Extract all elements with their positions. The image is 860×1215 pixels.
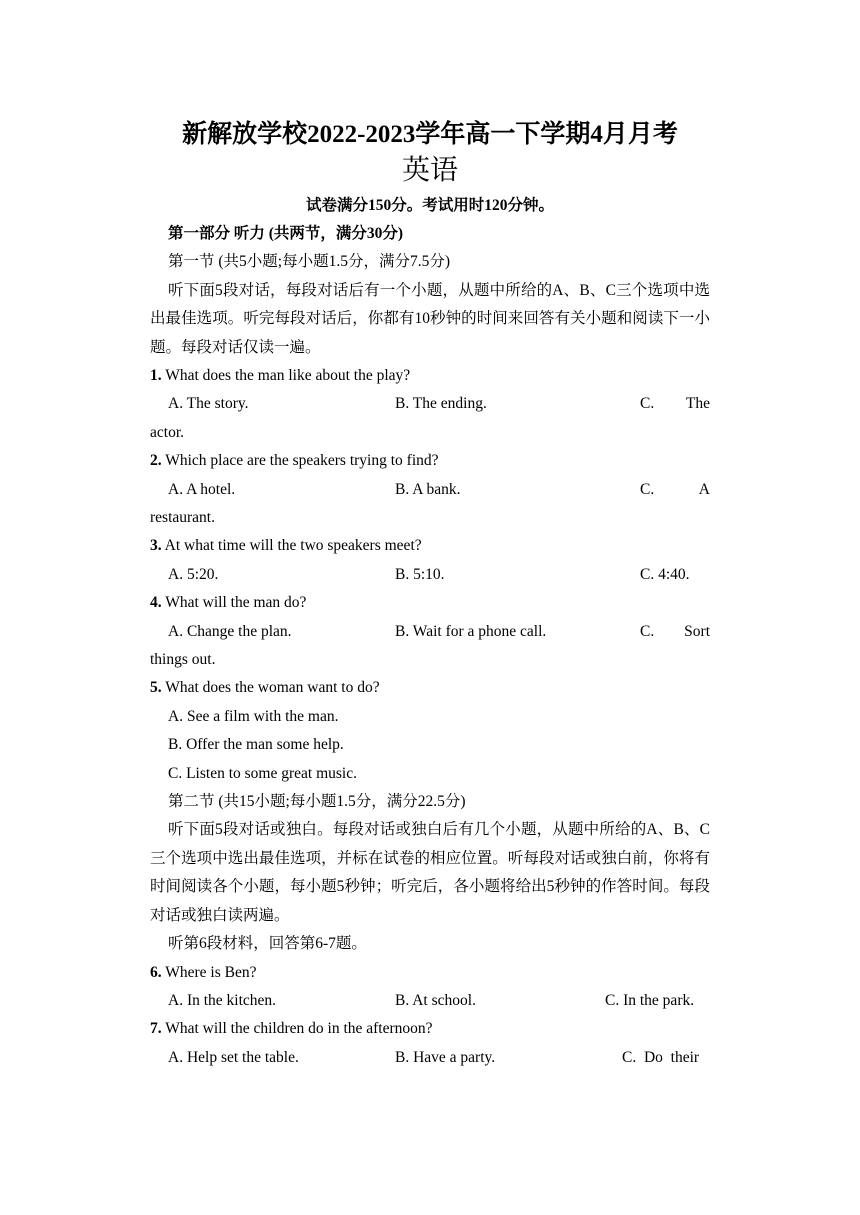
question-text: What does the woman want to do? [165,679,380,697]
option-c: C. Listen to some great music. [168,764,357,782]
option-c-continuation: things out. [150,651,216,669]
option-c: C. 4:40. [640,565,690,583]
option-c-continuation: actor. [150,423,184,441]
option-c-text: Sort [684,622,710,640]
option-a: A. See a film with the man. [168,707,339,725]
section2-heading: 第二节 (共15小题;每小题1.5分，满分22.5分) [168,793,466,811]
option-a: A. The story. [168,395,249,413]
question-number: 2. [150,452,162,470]
question-number: 5. [150,679,162,697]
option-b: B. Wait for a phone call. [395,622,547,640]
question-text: Which place are the speakers trying to find? [165,452,439,470]
option-a: A. 5:20. [168,565,219,583]
question-5 [150,674,710,702]
option-b: B. A bank. [395,480,461,498]
question-text: What will the children do in the afternoon? [165,1020,433,1038]
question-6-options [150,987,710,1015]
section1-instructions: 听下面5段对话，每段对话后有一个小题，从题中所给的A、B、C三个选项中选出最佳选项。听完每段对话后，你都有10秒钟的时间来回答有关小题和阅读下一小题。每段对话仅读一遍。 [150,281,710,356]
part1-heading: 第一部分 听力 (共两节，满分30分) [168,225,404,242]
option-c [640,390,710,418]
question-3-options [150,561,710,589]
option-c-letter: C. [640,622,655,640]
option-b: B. 5:10. [395,565,445,583]
option-a: A. In the kitchen. [168,991,277,1009]
exam-page [150,118,710,1072]
section2-instructions: 听下面5段对话或独白。每段对话或独白后有几个小题，从题中所给的A、B、C三个选项中选出最佳选项，并标在试卷的相应位置。听每段对话或独白前，你将有时间阅读各个小题，每小题5秒钟；听完后，各小题将给出5秒钟的作答时间。每段对话或独白读两遍。 [150,821,710,924]
exam-title: 新解放学校2022-2023学年高一下学期4月月考 [182,121,678,148]
section1-heading: 第一节 (共5小题;每小题1.5分，满分7.5分) [168,253,451,271]
option-c [640,476,710,504]
exam-subject: 英语 [401,155,458,186]
question-number: 3. [150,537,162,555]
option-c: C. In the park. [605,991,695,1009]
option-a: A. Help set the table. [168,1048,299,1066]
question-3 [150,532,710,560]
option-a: A. Change the plan. [168,622,292,640]
question-number: 7. [150,1020,162,1038]
question-7-options [150,1044,710,1072]
option-c-text: A [698,480,710,498]
question-1-options [150,390,710,418]
option-c-letter: C. [640,395,655,413]
material-6-note: 听第6段材料，回答第6-7题。 [168,935,367,953]
question-text: What will the man do? [165,594,307,612]
option-b: B. Have a party. [395,1048,496,1066]
option-b: B. At school. [395,991,476,1009]
option-c-text: The [685,395,710,413]
question-2 [150,447,710,475]
option-b: B. The ending. [395,395,487,413]
option-c [640,618,710,646]
question-text: At what time will the two speakers meet? [164,537,422,555]
question-text: Where is Ben? [165,963,257,981]
option-c-continuation: restaurant. [150,509,215,527]
option-c: C. Do their [622,1048,700,1066]
question-2-options [150,476,710,504]
question-1 [150,362,710,390]
question-4 [150,589,710,617]
option-c-letter: C. [640,480,655,498]
option-a: A. A hotel. [168,480,236,498]
question-6 [150,959,710,987]
question-7 [150,1015,710,1043]
question-number: 6. [150,963,162,981]
question-number: 1. [150,367,162,385]
question-number: 4. [150,594,162,612]
question-4-options [150,618,710,646]
option-b: B. Offer the man some help. [168,736,344,754]
question-text: What does the man like about the play? [165,367,411,385]
exam-note: 试卷满分150分。考试用时120分钟。 [305,197,554,214]
